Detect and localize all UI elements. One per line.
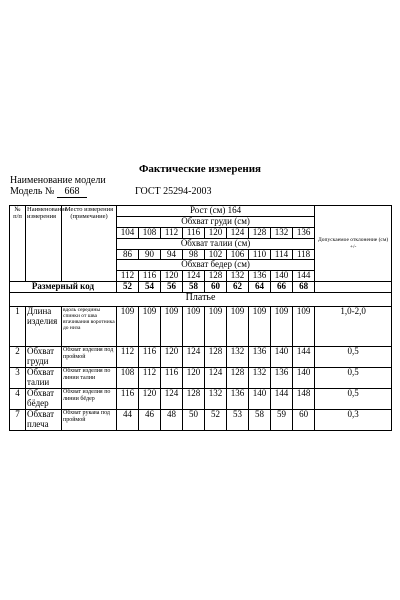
chest-value: 128 bbox=[249, 227, 271, 238]
row-tolerance: 0,5 bbox=[315, 368, 392, 389]
model-name-label: Наименование модели bbox=[10, 175, 106, 186]
row-value: 46 bbox=[139, 410, 161, 431]
chest-value: 112 bbox=[161, 227, 183, 238]
chest-value: 136 bbox=[293, 227, 315, 238]
row-name: Обхват груди bbox=[26, 347, 62, 368]
row-value: 109 bbox=[139, 307, 161, 347]
size-code-value: 68 bbox=[293, 282, 315, 293]
header-hips: Обхват бедер (см) bbox=[117, 260, 315, 271]
row-value: 120 bbox=[183, 368, 205, 389]
header-name: Наименование измерения bbox=[26, 206, 62, 282]
row-tolerance: 0,5 bbox=[315, 389, 392, 410]
row-value: 120 bbox=[139, 389, 161, 410]
standard-label: ГОСТ 25294-2003 bbox=[135, 186, 212, 197]
row-value: 116 bbox=[161, 368, 183, 389]
row-value: 124 bbox=[205, 368, 227, 389]
row-place: Обхват изделия по линии талии bbox=[62, 368, 117, 389]
row-value: 109 bbox=[117, 307, 139, 347]
hip-value: 112 bbox=[117, 271, 139, 282]
chest-value: 132 bbox=[271, 227, 293, 238]
row-value: 109 bbox=[183, 307, 205, 347]
chest-value: 124 bbox=[227, 227, 249, 238]
waist-value: 106 bbox=[227, 249, 249, 260]
chest-value: 116 bbox=[183, 227, 205, 238]
size-code-label: Размерный код bbox=[10, 282, 117, 293]
table-row bbox=[10, 389, 392, 410]
hip-value: 136 bbox=[249, 271, 271, 282]
hip-value: 124 bbox=[183, 271, 205, 282]
waist-value: 90 bbox=[139, 249, 161, 260]
header-waist: Обхват талии (см) bbox=[117, 238, 315, 249]
hip-value: 116 bbox=[139, 271, 161, 282]
row-value: 140 bbox=[249, 389, 271, 410]
row-value: 53 bbox=[227, 410, 249, 431]
size-code-row bbox=[10, 282, 392, 293]
row-value: 58 bbox=[249, 410, 271, 431]
waist-value: 94 bbox=[161, 249, 183, 260]
row-value: 144 bbox=[293, 347, 315, 368]
hip-value: 144 bbox=[293, 271, 315, 282]
row-value: 120 bbox=[161, 347, 183, 368]
row-value: 109 bbox=[249, 307, 271, 347]
row-value: 132 bbox=[205, 389, 227, 410]
row-name: Обхват плеча bbox=[26, 410, 62, 431]
row-number: 4 bbox=[10, 389, 26, 410]
table-row bbox=[10, 410, 392, 431]
row-place: вдоль середины спинки от шва втачивания воротника до низа bbox=[62, 307, 117, 347]
product-title: Платье bbox=[10, 293, 392, 307]
header-chest: Обхват груди (см) bbox=[117, 216, 315, 227]
row-value: 59 bbox=[271, 410, 293, 431]
row-value: 109 bbox=[271, 307, 293, 347]
row-value: 136 bbox=[249, 347, 271, 368]
row-value: 136 bbox=[271, 368, 293, 389]
row-place: Обхват рукава под проймой bbox=[62, 410, 117, 431]
row-value: 132 bbox=[227, 347, 249, 368]
row-tolerance: 1,0-2,0 bbox=[315, 307, 392, 347]
header-place: Место измерения (примечание) bbox=[62, 206, 117, 282]
row-value: 108 bbox=[117, 368, 139, 389]
row-value: 148 bbox=[293, 389, 315, 410]
header-tolerance: Допускаемое отклонение (см) +/- bbox=[315, 206, 392, 282]
row-number: 7 bbox=[10, 410, 26, 431]
row-number: 2 bbox=[10, 347, 26, 368]
row-value: 50 bbox=[183, 410, 205, 431]
model-number-label: Модель № bbox=[10, 186, 55, 197]
row-value: 140 bbox=[271, 347, 293, 368]
row-value: 140 bbox=[293, 368, 315, 389]
page-title: Фактические измерения bbox=[138, 163, 262, 175]
header-height: Рост (см) 164 bbox=[117, 206, 315, 217]
waist-value: 86 bbox=[117, 249, 139, 260]
row-number: 1 bbox=[10, 307, 26, 347]
row-name: Обхват бёдер bbox=[26, 389, 62, 410]
header-num: № п/п bbox=[10, 206, 26, 282]
row-value: 48 bbox=[161, 410, 183, 431]
hip-value: 140 bbox=[271, 271, 293, 282]
row-value: 124 bbox=[183, 347, 205, 368]
size-code-value: 58 bbox=[183, 282, 205, 293]
size-code-value: 52 bbox=[117, 282, 139, 293]
waist-value: 118 bbox=[293, 249, 315, 260]
table-row bbox=[10, 307, 392, 347]
model-number: 668 bbox=[57, 186, 87, 198]
hip-value: 120 bbox=[161, 271, 183, 282]
measurements-table bbox=[9, 205, 392, 431]
table-row bbox=[10, 347, 392, 368]
row-value: 132 bbox=[249, 368, 271, 389]
row-value: 109 bbox=[205, 307, 227, 347]
row-value: 116 bbox=[117, 389, 139, 410]
row-value: 128 bbox=[227, 368, 249, 389]
row-value: 44 bbox=[117, 410, 139, 431]
size-code-value: 54 bbox=[139, 282, 161, 293]
hip-value: 132 bbox=[227, 271, 249, 282]
row-tolerance: 0,3 bbox=[315, 410, 392, 431]
row-value: 116 bbox=[139, 347, 161, 368]
row-place: Обхват изделия под проймой bbox=[62, 347, 117, 368]
row-value: 109 bbox=[227, 307, 249, 347]
row-place: Обхват изделия по линии бёдер bbox=[62, 389, 117, 410]
chest-value: 108 bbox=[139, 227, 161, 238]
model-number-line bbox=[10, 186, 87, 198]
row-value: 52 bbox=[205, 410, 227, 431]
row-number: 3 bbox=[10, 368, 26, 389]
row-name: Длина изделия bbox=[26, 307, 62, 347]
size-code-value: 66 bbox=[271, 282, 293, 293]
size-code-value: 62 bbox=[227, 282, 249, 293]
row-value: 60 bbox=[293, 410, 315, 431]
header-row-height bbox=[10, 206, 392, 217]
waist-value: 102 bbox=[205, 249, 227, 260]
size-code-value: 60 bbox=[205, 282, 227, 293]
row-value: 144 bbox=[271, 389, 293, 410]
product-row bbox=[10, 293, 392, 307]
size-code-value: 56 bbox=[161, 282, 183, 293]
row-tolerance: 0,5 bbox=[315, 347, 392, 368]
row-value: 128 bbox=[205, 347, 227, 368]
row-value: 109 bbox=[293, 307, 315, 347]
size-code-value: 64 bbox=[249, 282, 271, 293]
row-value: 128 bbox=[183, 389, 205, 410]
row-value: 112 bbox=[139, 368, 161, 389]
hip-value: 128 bbox=[205, 271, 227, 282]
waist-value: 114 bbox=[271, 249, 293, 260]
row-value: 109 bbox=[161, 307, 183, 347]
row-name: Обхват талии bbox=[26, 368, 62, 389]
size-code-tolerance-empty bbox=[315, 282, 392, 293]
chest-value: 120 bbox=[205, 227, 227, 238]
waist-value: 110 bbox=[249, 249, 271, 260]
row-value: 124 bbox=[161, 389, 183, 410]
table-row bbox=[10, 368, 392, 389]
row-value: 112 bbox=[117, 347, 139, 368]
waist-value: 98 bbox=[183, 249, 205, 260]
row-value: 136 bbox=[227, 389, 249, 410]
chest-value: 104 bbox=[117, 227, 139, 238]
